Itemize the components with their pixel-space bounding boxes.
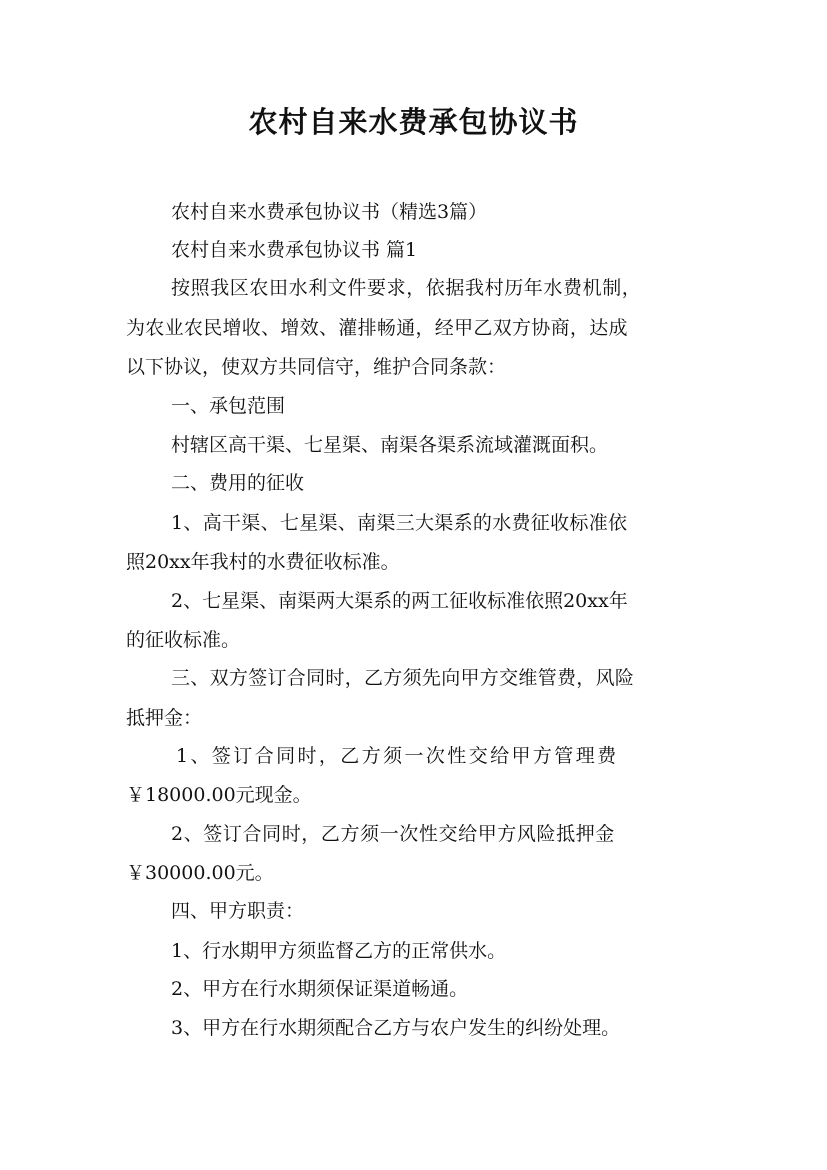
paragraph-line: 村辖区高干渠、七星渠、南渠各渠系流域灌溉面积。 (171, 434, 609, 456)
paragraph-line: 以下协议，使双方共同信守，维护合同条款： (126, 356, 507, 378)
paragraph-line: 1、高干渠、七星渠、南渠三大渠系的水费征收标准依 (171, 512, 628, 534)
paragraph-line: 为农业农民增收、增效、灌排畅通，经甲乙双方协商，达成 (126, 317, 628, 339)
section-heading: 农村自来水费承包协议书 篇1 (171, 239, 418, 261)
paragraph-line: 抵押金： (126, 707, 203, 729)
paragraph-line: 1、签订合同时，乙方须一次性交给甲方管理费 (176, 745, 619, 767)
paragraph-line: 1、行水期甲方须监督乙方的正常供水。 (171, 940, 507, 962)
paragraph-line: 2、签订合同时，乙方须一次性交给甲方风险抵押金 (171, 823, 615, 845)
paragraph-line: 2、甲方在行水期须保证渠道畅通。 (171, 978, 469, 1000)
paragraph-line: 的征收标准。 (126, 629, 241, 651)
document-title: 农村自来水费承包协议书 (248, 105, 579, 139)
clause-heading: 四、甲方职责： (171, 900, 305, 922)
clause-heading: 三、双方签订合同时，乙方须先向甲方交维管费，风险 (171, 667, 635, 689)
paragraph-line: 2、七星渠、南渠两大渠系的两工征收标准依照20xx年 (171, 590, 628, 612)
amount-line: ￥30000.00元。 (126, 862, 274, 884)
clause-heading: 二、费用的征收 (171, 472, 305, 494)
paragraph-line: 按照我区农田水利文件要求，依据我村历年水费机制， (171, 277, 642, 299)
subtitle-line: 农村自来水费承包协议书（精选3篇） (171, 201, 488, 223)
clause-heading: 一、承包范围 (171, 395, 286, 417)
paragraph-line: 照20xx年我村的水费征收标准。 (126, 551, 400, 573)
amount-line: ￥18000.00元现金。 (126, 784, 312, 806)
paragraph-line: 3、甲方在行水期须配合乙方与农户发生的纠纷处理。 (171, 1017, 621, 1039)
